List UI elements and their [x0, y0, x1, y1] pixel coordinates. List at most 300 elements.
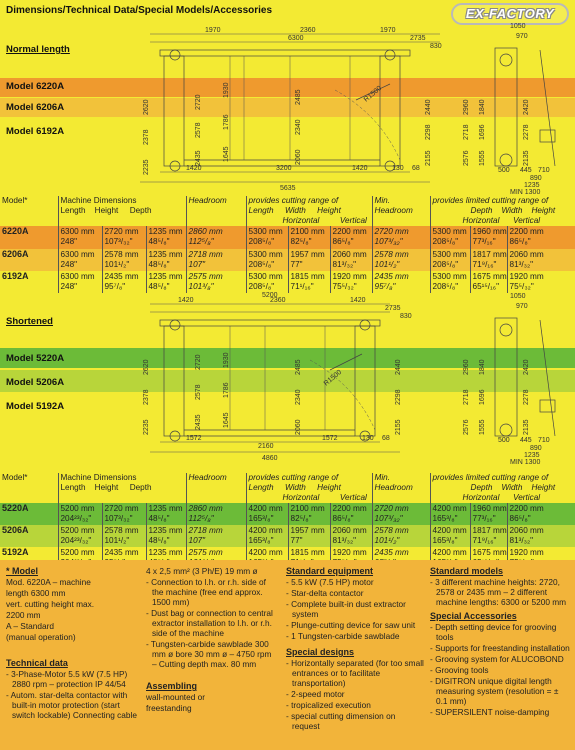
dim-label: 1930 [223, 352, 230, 368]
normal-length-drawing [0, 20, 575, 195]
note-item: - 2-speed motor [286, 689, 424, 699]
header-text: Vertical [513, 216, 541, 225]
cell-length [58, 503, 102, 525]
dim-label: 1050 [510, 293, 526, 300]
cell-r-len [246, 226, 288, 249]
header-text: Depth [470, 206, 493, 215]
cell-r-hgt [330, 503, 372, 525]
notes-col-power [146, 564, 276, 714]
value-inch: 86⁵/₈" [509, 513, 531, 523]
note-line: (manual operation) [6, 632, 76, 642]
value-inch: 81³/₃₂" [509, 535, 534, 545]
cell-l-wid [470, 226, 507, 249]
row-model: 6220A [2, 226, 29, 236]
dim-label: 2440 [395, 359, 402, 375]
value-mm: 6300 mm [60, 250, 95, 259]
notes-heading-special-accessories: Special Accessories [430, 611, 517, 621]
value-mm: 2720 mm [104, 227, 139, 236]
dim-label: 130 [362, 435, 374, 442]
value-mm: 5300 mm [248, 272, 283, 281]
cell-length [58, 226, 102, 249]
dim-label: 2360 [300, 27, 316, 34]
dim-label: 1696 [479, 124, 486, 140]
dim-label: 2298 [425, 124, 432, 140]
header-text: Height [531, 483, 556, 492]
note-item: - special cutting dimension on request [286, 711, 424, 731]
note-item: - Connection to l.h. or r.h. side of the machine (free end approx. 1500 mm) [146, 577, 276, 607]
dim-label: 2160 [258, 443, 274, 450]
dim-label: 1786 [223, 382, 230, 398]
value-mm: 1957 mm [290, 250, 325, 259]
page-title: Dimensions/Technical Data/Special Models/Accessories [6, 5, 273, 16]
value-mm: 2860 mm [188, 504, 223, 513]
value-inch: 248" [60, 259, 78, 269]
dim-label: 2340 [295, 389, 302, 405]
dim-label: 1572 [322, 435, 338, 442]
dim-label: 3200 [276, 165, 292, 172]
value-inch: 77³/₁₆" [472, 236, 496, 246]
value-mm: 1675 mm [472, 272, 507, 281]
dim-label: 2135 [523, 419, 530, 435]
dim-label: 2435 [195, 150, 202, 166]
dim-label: 1235 [524, 452, 540, 459]
dim-label: 2235 [143, 419, 150, 435]
value-mm: 2578 mm [374, 526, 409, 535]
cell-r-hgt [330, 249, 372, 271]
dim-label: 830 [400, 313, 412, 320]
value-mm: 2718 mm [188, 526, 223, 535]
dim-label: 2378 [143, 129, 150, 145]
col-header-min-headroom: Min. Headroom [372, 473, 430, 503]
col-header-headroom: Headroom [186, 473, 246, 503]
value-inch: 86⁵/₈" [332, 236, 354, 246]
value-mm: 5300 mm [432, 272, 467, 281]
dim-label: 2620 [143, 359, 150, 375]
header-subtexts [249, 483, 370, 493]
value-mm: 1817 mm [472, 250, 507, 259]
dim-label: 68 [412, 165, 420, 172]
cell-l-dep [430, 249, 470, 271]
value-inch: 208⁵/₈" [248, 236, 275, 246]
value-mm: 2720 mm [104, 504, 139, 513]
cell-l-wid [470, 503, 507, 525]
value-mm: 2578 mm [374, 250, 409, 259]
cell-l-hgt [507, 249, 575, 271]
cell-minhead [372, 525, 430, 547]
value-mm: 1235 mm [148, 272, 183, 281]
notes-heading-technical: Technical data [6, 658, 68, 668]
dim-label: 2735 [385, 305, 401, 312]
value-mm: 6300 mm [60, 272, 95, 281]
dim-label: 1930 [223, 82, 230, 98]
cell-depth [146, 226, 186, 249]
dim-label: 1420 [350, 297, 366, 304]
brand-logo: EX-FACTORY [451, 3, 569, 25]
value-mm: 2200 mm [509, 227, 544, 236]
dim-label: 130 [392, 165, 404, 172]
dim-label: 1645 [223, 146, 230, 162]
dim-label: 4860 [262, 455, 278, 462]
header-subtexts [433, 483, 574, 493]
dim-label: 2960 [463, 99, 470, 115]
cell-minhead [372, 249, 430, 271]
cell-r-hgt [330, 525, 372, 547]
cell-minhead [372, 503, 430, 525]
header-text: Width [284, 206, 306, 215]
value-mm: 5200 mm [60, 526, 95, 535]
cell-length [58, 249, 102, 271]
value-mm: 4200 mm [432, 526, 467, 535]
col-header-headroom: Headroom [186, 196, 246, 226]
value-mm: 1817 mm [472, 526, 507, 535]
value-inch: 208⁵/₈" [432, 259, 459, 269]
value-mm: 4200 mm [248, 548, 283, 557]
cell-headroom [186, 503, 246, 525]
model-label-5220a: Model 5220A [6, 353, 65, 364]
header-text: Machine Dimensions [60, 473, 137, 482]
cell-l-hgt [507, 525, 575, 547]
cell-r-wid [288, 226, 330, 249]
notes-col-model [6, 564, 140, 721]
note-line: vert. cutting height max. [6, 599, 95, 609]
dim-label: 970 [516, 33, 528, 40]
value-inch: 82⁵/₈" [290, 513, 312, 523]
value-mm: 2100 mm [290, 227, 325, 236]
note-item: - Autom. star-delta contactor with built-in motor protection (start switch lockable) Connecting cable [6, 690, 140, 720]
radius-label: R1500 [362, 84, 384, 104]
table-row [0, 249, 575, 271]
cell-r-len [246, 503, 288, 525]
value-inch: 48⁵/₈" [148, 236, 170, 246]
dim-label: 2278 [523, 124, 530, 140]
value-inch: 77" [290, 535, 303, 545]
value-mm: 2435 mm [104, 548, 139, 557]
value-inch: 208⁵/₈" [248, 259, 275, 269]
value-inch: 48⁵/₈" [148, 513, 170, 523]
value-inch: 208⁵/₈" [248, 281, 275, 291]
cell-l-dep [430, 226, 470, 249]
value-inch: 208⁵/₈" [432, 236, 459, 246]
header-text: Machine Dimensions [60, 196, 137, 205]
header-text: provides limited cutting range of [432, 473, 549, 482]
dim-label: 2576 [463, 419, 470, 435]
value-mm: 1960 mm [472, 227, 507, 236]
cell-height [102, 503, 146, 525]
header-text: Horizontal [282, 216, 320, 225]
dim-label: 2578 [195, 384, 202, 400]
value-mm: 5300 mm [432, 250, 467, 259]
notes-col-models [430, 564, 570, 718]
value-inch: 165³/₈" [248, 535, 274, 545]
note-item: - Grooving system for ALUCOBOND [430, 654, 570, 664]
value-inch: 107³/₃₂" [104, 236, 133, 246]
note-item: - Tungsten-carbide sawblade 300 mm ø bore 30 mm ø – 4750 rpm – Cutting depth max. 80 mm [146, 639, 276, 669]
notes-heading-model: * Model [6, 566, 39, 576]
header-text: Horizontal [462, 216, 500, 225]
note-item: - Complete built-in dust extractor system [286, 599, 424, 619]
header-text: Vertical [339, 493, 367, 502]
row-model: 5220A [2, 503, 29, 513]
cell-r-hgt [330, 226, 372, 249]
header-subtexts [249, 216, 370, 226]
value-mm: 6300 mm [60, 227, 95, 236]
col-header-model: Model* [2, 473, 28, 482]
value-inch: 101³/₈" [188, 281, 214, 291]
dim-label: 2298 [395, 389, 402, 405]
value-inch: 248" [60, 281, 78, 291]
value-mm: 1235 mm [148, 227, 183, 236]
spec-table-normal [0, 196, 575, 293]
value-inch: 77" [290, 259, 303, 269]
value-inch: 248" [60, 236, 78, 246]
value-inch: 65¹⁵/₁₆" [472, 281, 500, 291]
value-inch: 81³/₃₂" [509, 259, 534, 269]
dim-label: 1786 [223, 114, 230, 130]
table-row [0, 503, 575, 525]
col-header-limited-range [430, 473, 575, 503]
header-text: Width [501, 483, 523, 492]
value-mm: 2060 mm [332, 250, 367, 259]
value-inch: 204²³/₃₂" [60, 513, 92, 523]
value-mm: 1920 mm [332, 548, 367, 557]
dim-label: 2485 [295, 89, 302, 105]
note-item: - Dust bag or connection to central extractor installation to l.h. or r.h. side of the machine [146, 608, 276, 638]
dim-label: 6300 [288, 35, 304, 42]
model-label-6220a: Model 6220A [6, 81, 65, 92]
value-inch: 86⁵/₈" [509, 236, 531, 246]
note-item: - Plunge-cutting device for saw unit [286, 620, 424, 630]
value-inch: 48⁵/₈" [148, 259, 170, 269]
value-inch: 208⁵/₈" [432, 281, 459, 291]
value-inch: 101¹/₂" [104, 259, 130, 269]
cell-headroom [186, 226, 246, 249]
value-mm: 4200 mm [432, 504, 467, 513]
dim-label: 830 [430, 43, 442, 50]
note-item: - Star-delta contactor [286, 588, 424, 598]
header-text: Vertical [513, 493, 541, 502]
value-mm: 1235 mm [148, 504, 183, 513]
header-subtexts [249, 206, 370, 216]
value-mm: 1920 mm [509, 548, 544, 557]
col-header-cutting-range [246, 196, 372, 226]
value-mm: 1957 mm [290, 526, 325, 535]
header-text: provides cutting range of [248, 473, 339, 482]
value-mm: 1235 mm [148, 250, 183, 259]
value-mm: 2860 mm [188, 227, 223, 236]
header-text: Height [317, 483, 341, 492]
value-mm: 1960 mm [472, 504, 507, 513]
col-header-min-headroom: Min. Headroom [372, 196, 430, 226]
notes-panel [0, 560, 575, 750]
value-inch: 86⁵/₈" [332, 513, 354, 523]
section-label-normal: Normal length [6, 44, 70, 55]
value-mm: 1675 mm [472, 548, 507, 557]
cell-depth [146, 525, 186, 547]
value-inch: 204²³/₃₂" [60, 535, 92, 545]
dim-label: 710 [538, 437, 550, 444]
note-item: - tropicalized execution [286, 700, 424, 710]
note-line: length 6300 mm [6, 588, 66, 598]
value-inch: 95⁷/₈" [374, 281, 396, 291]
value-mm: 2200 mm [332, 504, 367, 513]
dim-label: MIN 1300 [510, 459, 541, 466]
dim-label: 2155 [395, 419, 402, 435]
value-mm: 1235 mm [148, 526, 183, 535]
row-model: 5192A [2, 547, 29, 557]
dim-label: 970 [516, 303, 528, 310]
value-mm: 1920 mm [509, 272, 544, 281]
value-inch: 165³/₈" [432, 535, 458, 545]
note-line: wall-mounted or [146, 692, 206, 702]
value-inch: 165³/₈" [248, 513, 274, 523]
dim-label: 1420 [178, 297, 194, 304]
dim-label: 1840 [479, 359, 486, 375]
header-text: provides cutting range of [248, 196, 339, 205]
cell-height [102, 226, 146, 249]
dim-label: 2718 [463, 389, 470, 405]
header-text: Depth [129, 483, 152, 492]
value-inch: 82⁵/₈" [290, 236, 312, 246]
header-text: Width [501, 206, 523, 215]
dim-label: 2155 [425, 150, 432, 166]
radius-label: R1500 [322, 368, 344, 388]
note-item: - 3-Phase-Motor 5.5 kW (7.5 HP) 2880 rpm – protection IP 44/54 [6, 669, 140, 689]
dim-label: 2378 [143, 389, 150, 405]
value-mm: 2435 mm [374, 272, 409, 281]
value-mm: 2060 mm [332, 526, 367, 535]
value-mm: 2720 mm [374, 504, 409, 513]
note-line: 2200 mm [6, 610, 41, 620]
value-mm: 2060 mm [509, 250, 544, 259]
value-inch: 107" [188, 535, 206, 545]
dim-label: 2360 [270, 297, 286, 304]
cell-l-dep [430, 503, 470, 525]
note-item: - 3 different machine heights: 2720, 2578 or 2435 mm – 2 different machine lengths: 6300 or 5200 mm [430, 577, 570, 607]
dim-label: 500 [498, 437, 510, 444]
value-inch: 81³/₃₂" [332, 259, 357, 269]
note-item: - Supports for freestanding installation [430, 643, 570, 653]
dim-label: 2718 [463, 124, 470, 140]
cell-r-len [246, 249, 288, 271]
value-inch: 112⁵/₈" [188, 236, 214, 246]
dim-label: 5635 [280, 185, 296, 192]
value-inch: 95⁷/₈" [104, 281, 126, 291]
dim-label: 2578 [195, 122, 202, 138]
value-mm: 4200 mm [248, 526, 283, 535]
notes-heading-assembling: Assembling [146, 681, 198, 691]
header-text: Horizontal [282, 493, 320, 502]
value-mm: 5200 mm [60, 548, 95, 557]
dim-label: 445 [520, 167, 532, 174]
dim-label: 68 [382, 435, 390, 442]
note-item: - 1 Tungsten-carbide sawblade [286, 631, 424, 641]
dim-label: 1840 [479, 99, 486, 115]
value-mm: 1815 mm [290, 548, 325, 557]
col-header-model: Model* [2, 196, 28, 205]
cell-l-hgt [507, 503, 575, 525]
value-inch: 101¹/₂" [374, 535, 400, 545]
value-mm: 5300 mm [248, 250, 283, 259]
dim-label: 1696 [479, 389, 486, 405]
cell-l-wid [470, 249, 507, 271]
value-mm: 1920 mm [332, 272, 367, 281]
note-line: freestanding [146, 703, 192, 713]
note-item: - Grooving tools [430, 665, 570, 675]
dim-label: 2420 [523, 359, 530, 375]
dim-label: 5200 [262, 292, 278, 299]
model-label-6206a: Model 6206A [6, 102, 65, 113]
cell-l-dep [430, 525, 470, 547]
row-model: 6206A [2, 249, 29, 259]
value-mm: 2578 mm [104, 526, 139, 535]
spec-table-shortened [0, 473, 575, 569]
value-mm: 2575 mm [188, 548, 223, 557]
notes-col-standard [286, 564, 424, 732]
note-line: Mod. 6220A – machine [6, 577, 91, 587]
value-mm: 2435 mm [374, 548, 409, 557]
dim-label: 2435 [195, 414, 202, 430]
cell-r-wid [288, 249, 330, 271]
cell-l-hgt [507, 226, 575, 249]
value-mm: 1235 mm [148, 548, 183, 557]
value-inch: 71⁹/₁₆" [472, 535, 497, 545]
dim-label: 890 [530, 445, 542, 452]
dim-label: 1572 [186, 435, 202, 442]
cell-r-wid [288, 503, 330, 525]
dim-label: MIN 1300 [510, 189, 541, 195]
dim-label: 1645 [223, 412, 230, 428]
header-text: Depth [470, 483, 493, 492]
header-text: Height [317, 206, 341, 215]
dim-label: 1970 [380, 27, 396, 34]
section-label-shortened: Shortened [6, 316, 53, 327]
header-text: Height [94, 483, 119, 492]
value-mm: 2718 mm [188, 250, 223, 259]
value-inch: 81³/₃₂" [332, 535, 357, 545]
table-row [0, 525, 575, 547]
cell-headroom [186, 249, 246, 271]
value-mm: 2435 mm [104, 272, 139, 281]
header-text: Width [284, 483, 306, 492]
value-inch: 48⁵/₈" [148, 535, 170, 545]
value-mm: 4200 mm [432, 548, 467, 557]
cell-headroom [186, 525, 246, 547]
value-mm: 2100 mm [290, 504, 325, 513]
header-text: Length [60, 206, 86, 215]
value-mm: 5300 mm [248, 227, 283, 236]
dim-label: 2340 [295, 119, 302, 135]
dim-label: 2420 [523, 99, 530, 115]
dim-label: 1420 [186, 165, 202, 172]
value-mm: 4200 mm [248, 504, 283, 513]
value-inch: 75⁵/₃₂" [509, 281, 534, 291]
value-mm: 2720 mm [374, 227, 409, 236]
value-inch: 165³/₈" [432, 513, 458, 523]
model-label-5192a: Model 5192A [6, 401, 65, 412]
note-item: - Horizontally separated (for too small entrances or to facilitate transportation) [286, 658, 424, 688]
value-mm: 2200 mm [509, 504, 544, 513]
row-model: 5206A [2, 525, 29, 535]
note-line: A – Standard [6, 621, 54, 631]
dim-label: 2620 [143, 99, 150, 115]
header-subtexts [61, 483, 184, 493]
note-item: - SUPERSILENT noise-damping [430, 707, 570, 717]
header-text: Height [531, 206, 556, 215]
note-item: - DIGITRON unique digital length measuring system (resolution = ± 0.1 mm) [430, 676, 570, 706]
header-subtexts [433, 206, 574, 216]
header-subtexts [433, 216, 574, 226]
cell-r-len [246, 525, 288, 547]
